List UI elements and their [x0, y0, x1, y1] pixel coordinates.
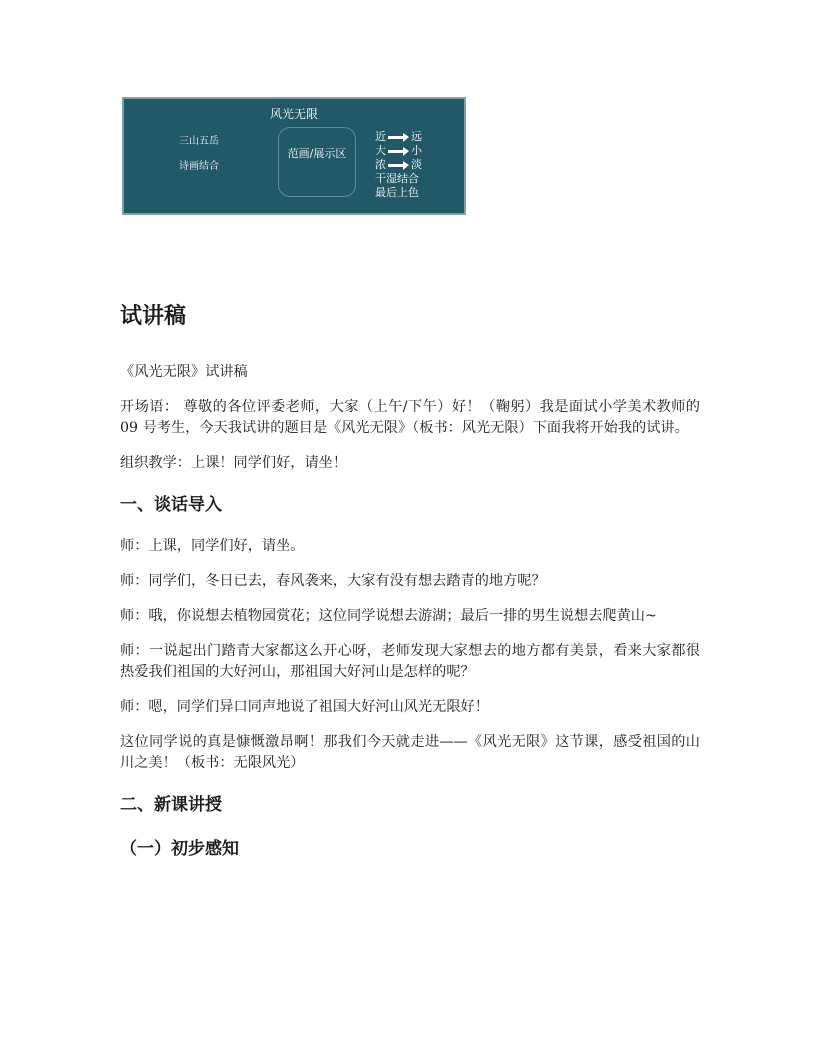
board-display-area-label: 范画/展示区	[287, 147, 347, 160]
organize-paragraph: 组织教学：上课！同学们好，请坐！	[120, 455, 348, 471]
section-heading-1: 一、谈话导入	[120, 495, 222, 515]
board-pair-left: 浓	[375, 158, 386, 171]
dialogue-paragraph: 师：嗯，同学们异口同声地说了祖国大好河山风光无限好！	[120, 699, 489, 715]
dialogue-paragraph: 师：哦，你说想去植物园赏花；这位同学说想去游湖；最后一排的男生说想去爬黄山~	[120, 608, 657, 624]
right-arrow-icon	[388, 133, 410, 141]
board-left-item-2: 诗画结合	[179, 161, 219, 172]
dialogue-paragraph: 师：一说起出门踏青大家都这么开心呀，老师发现大家想去的地方都有美景，看来大家都很热爱我们祖国的大好河山，那祖国大好河山是怎样的呢？	[120, 643, 700, 680]
dialogue-paragraph: 师：同学们，冬日已去，春风袭来，大家有没有想去踏青的地方呢？	[120, 573, 546, 589]
board-technique-list	[375, 130, 422, 200]
board-pair-row	[375, 158, 422, 172]
document-heading: 试讲稿	[120, 304, 187, 329]
board-line: 最后上色	[375, 186, 419, 199]
board-pair-right: 远	[411, 130, 422, 143]
board-pair-row	[375, 130, 422, 144]
document-subtitle: 《风光无限》试讲稿	[120, 364, 248, 380]
subsection-heading: （一）初步感知	[120, 839, 239, 859]
board-left-item-1: 三山五岳	[179, 136, 219, 147]
section-heading-2: 二、新课讲授	[120, 795, 222, 815]
board-display-area	[278, 127, 356, 197]
dialogue-paragraph: 这位同学说的真是慷慨激昂啊！那我们今天就走进——《风光无限》这节课，感受祖国的山川之美！（板书：无限风光）	[120, 734, 700, 771]
opening-paragraph: 开场语： 尊敬的各位评委老师，大家（上午/下午）好！（鞠躬）我是面试小学美术教师的 09 号考生，今天我试讲的题目是《风光无限》（板书：风光无限）下面我将开始我的试讲。	[120, 399, 700, 436]
board-line: 干湿结合	[375, 172, 419, 185]
dialogue-paragraph: 师：上课，同学们好，请坐。	[120, 538, 305, 554]
right-arrow-icon	[388, 161, 410, 169]
board-pair-right: 小	[411, 144, 422, 157]
document-body	[120, 300, 700, 862]
blackboard-design-image	[122, 97, 466, 215]
board-pair-right: 淡	[411, 158, 422, 171]
board-pair-left: 大	[375, 144, 386, 157]
right-arrow-icon	[388, 147, 410, 155]
board-title: 风光无限	[269, 107, 318, 121]
board-pair-left: 近	[375, 130, 386, 143]
board-pair-row	[375, 144, 422, 158]
